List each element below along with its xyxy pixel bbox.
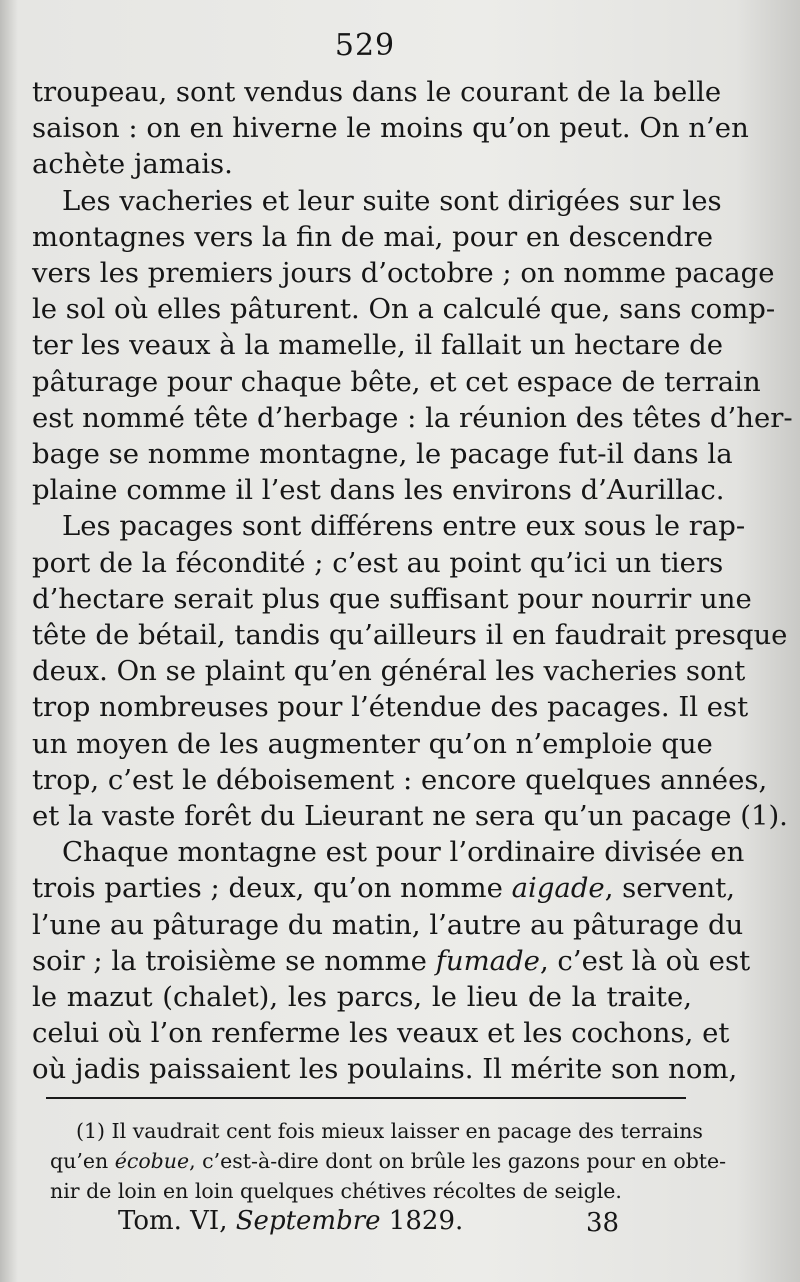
page-number: 529 — [334, 28, 396, 63]
italic-term-fumade: fumade — [435, 944, 540, 977]
text-line: vers les premiers jours d’octobre ; on nomme pacage — [32, 257, 775, 290]
text-line: tête de bétail, tandis qu’ailleurs il en faudrait presque — [32, 619, 788, 652]
text-line: saison : on en hiverne le moins qu’on peut. On n’en — [32, 112, 749, 145]
text-line — [32, 870, 736, 906]
text-line: est nommé tête d’herbage : la réunion des têtes d’her- — [32, 401, 793, 434]
text-line: bage se nomme montagne, le pacage fut-il dans la — [32, 438, 733, 471]
text-line: trop nombreuses pour l’étendue des pacages. Il est — [32, 691, 749, 724]
text-line: un moyen de les augmenter qu’on n’emploie que — [32, 727, 713, 760]
year-label: 1829. — [380, 1206, 464, 1236]
footnote — [50, 1116, 727, 1206]
text-line: celui où l’on renferme les veaux et les cochons, et — [32, 1017, 730, 1050]
text-line: Les pacages sont différens entre eux sous le rap- — [62, 510, 746, 543]
text-line: et la vaste forêt du Lieurant ne sera qu’un pacage (1). — [32, 800, 788, 833]
signature-line — [118, 1206, 618, 1236]
text-segment: trois parties ; deux, qu’on nomme — [32, 872, 512, 905]
text-segment: , c’est là où est — [539, 944, 751, 977]
text-line: port de la fécondité ; c’est au point qu’ici un tiers — [32, 546, 724, 579]
text-line: montagnes vers la fin de mai, pour en descendre — [32, 220, 714, 253]
signature-mark: 38 — [586, 1208, 620, 1238]
italic-term-aigade: aigade — [511, 872, 605, 905]
text-line: ter les veaux à la mamelle, il fallait un hectare de — [32, 329, 724, 362]
text-line — [32, 943, 751, 979]
text-line: plaine comme il l’est dans les environs d’Aurillac. — [32, 474, 725, 507]
text-line: où jadis paissaient les poulains. Il mérite son nom, — [32, 1053, 738, 1086]
text-line: le mazut (chalet), les parcs, le lieu de la traite, — [32, 981, 692, 1014]
text-line: Les vacheries et leur suite sont dirigées sur les — [62, 184, 722, 217]
text-line: pâturage pour chaque bête, et cet espace de terrain — [32, 365, 761, 398]
text-line: l’une au pâturage du matin, l’autre au pâturage du — [32, 908, 744, 941]
month-label: Septembre — [235, 1206, 381, 1236]
italic-term-ecobue: écobue — [114, 1149, 190, 1173]
text-line: trop, c’est le déboisement : encore quelques années, — [32, 763, 768, 796]
text-segment: , servent, — [604, 872, 736, 905]
text-line: achète jamais. — [32, 148, 233, 181]
footnote-line — [50, 1146, 727, 1176]
footnote-line: (1) Il vaudrait cent fois mieux laisser en pacage des terrains — [76, 1119, 703, 1143]
text-line: deux. On se plaint qu’en général les vacheries sont — [32, 655, 746, 688]
text-line: troupeau, sont vendus dans le courant de la belle — [32, 76, 722, 108]
text-segment: qu’en — [50, 1149, 115, 1173]
body-text — [32, 74, 793, 1088]
footnote-line: nir de loin en loin quelques chétives récoltes de seigle. — [50, 1179, 622, 1203]
text-segment: , c’est-à-dire dont on brûle les gazons pour en obte- — [189, 1149, 727, 1173]
text-line: le sol où elles pâturent. On a calculé que, sans comp- — [32, 293, 776, 326]
text-line: d’hectare serait plus que suffisant pour nourrir une — [32, 582, 752, 615]
text-line: Chaque montagne est pour l’ordinaire divisée en — [62, 836, 745, 869]
volume-label: Tom. VI, — [118, 1206, 236, 1236]
text-segment: soir ; la troisième se nomme — [32, 944, 436, 977]
footnote-rule — [46, 1097, 686, 1099]
